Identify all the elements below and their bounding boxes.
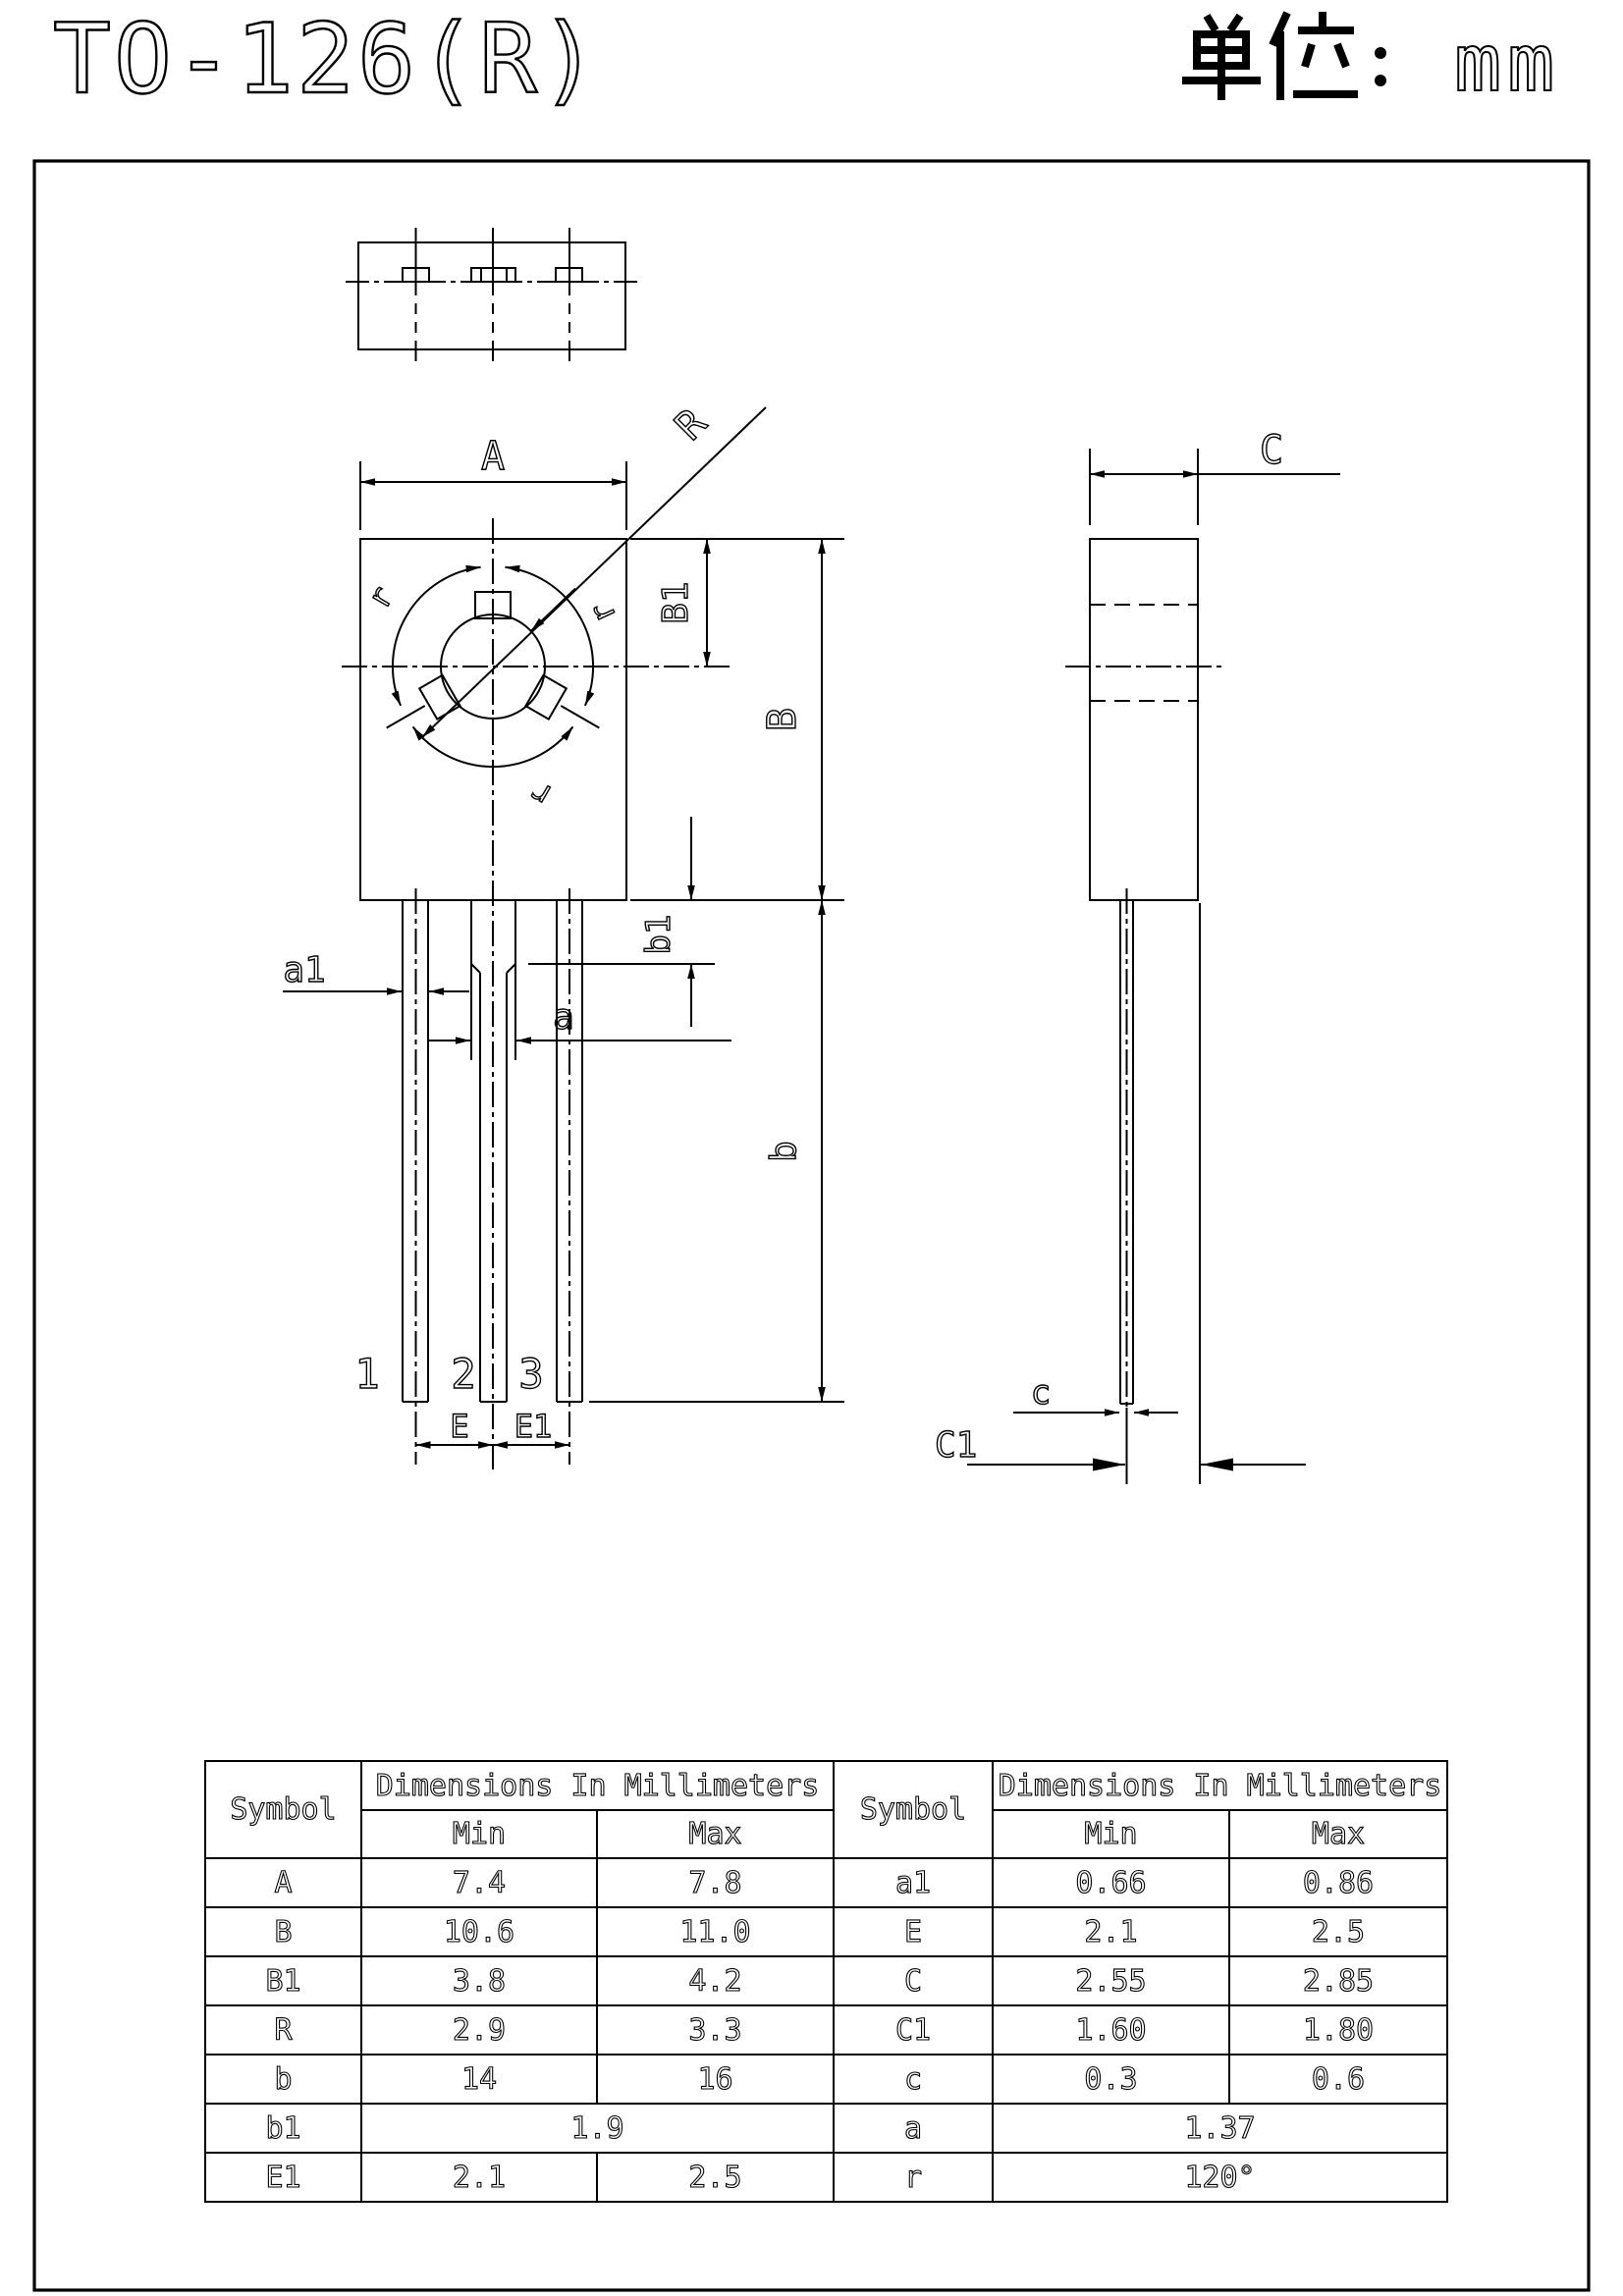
min-cell: 2.1 [993, 1907, 1229, 1956]
units-value-text: mm [1454, 18, 1561, 106]
max-cell: 2.5 [597, 2153, 834, 2202]
header-symbol-left: Symbol [205, 1761, 361, 1858]
label-pin-1: 1 [354, 1350, 380, 1398]
label-pin-3: 3 [518, 1350, 544, 1398]
table-row [205, 2055, 1447, 2104]
label-pin-2: 2 [451, 1350, 476, 1398]
max-cell: 2.85 [1229, 1956, 1447, 2005]
symbol-cell: a1 [834, 1858, 993, 1907]
label-A: A [480, 434, 506, 479]
front-view [342, 407, 766, 1472]
label-b: b [764, 1141, 804, 1162]
label-E1: E1 [514, 1408, 553, 1445]
symbol-cell: b1 [205, 2104, 361, 2153]
min-cell: 2.55 [993, 1956, 1229, 2005]
symbol-cell: c [834, 2055, 993, 2104]
symbol-cell: C1 [834, 2005, 993, 2055]
table-row [205, 1858, 1447, 1907]
pin-circle-arc-1 [505, 567, 593, 706]
symbol-cell: B1 [205, 1956, 361, 2005]
symbol-cell: R [205, 2005, 361, 2055]
min-cell: 10.6 [361, 1907, 597, 1956]
label-a1: a1 [283, 950, 326, 990]
dim-C-extensions [1090, 449, 1198, 525]
symbol-cell: A [205, 1858, 361, 1907]
table-header-row-2 [205, 1810, 1447, 1858]
min-cell: 0.66 [993, 1858, 1229, 1907]
label-C: C [1259, 428, 1284, 473]
table-row [205, 2153, 1447, 2202]
header-symbol-right: Symbol [834, 1761, 993, 1858]
pin-pad-lower-left [419, 675, 460, 720]
header-dims-right: Dimensions In Millimeters [993, 1761, 1447, 1810]
radius-line [422, 407, 766, 737]
max-cell: 2.5 [1229, 1907, 1447, 1956]
max-cell: 11.0 [597, 1907, 834, 1956]
symbol-cell: a [834, 2104, 993, 2153]
side-view [967, 449, 1340, 1484]
label-c: c [1030, 1373, 1052, 1413]
symbol-cell: E1 [205, 2153, 361, 2202]
max-cell: 3.3 [597, 2005, 834, 2055]
symbol-cell: r [834, 2153, 993, 2202]
table-row [205, 1956, 1447, 2005]
label-b1: b1 [639, 914, 678, 955]
angle-tick-left [387, 706, 425, 728]
label-r-right: r [581, 596, 624, 630]
front-view-dimensions [283, 461, 844, 1445]
label-E: E [450, 1408, 469, 1445]
page-title-text: TO-126(R) [53, 4, 602, 115]
min-cell: 1.60 [993, 2005, 1229, 2055]
table-header-row-1 [205, 1761, 1447, 1810]
header-dims-left: Dimensions In Millimeters [361, 1761, 834, 1810]
label-a: a [553, 997, 574, 1038]
symbol-cell: b [205, 2055, 361, 2104]
max-cell: 4.2 [597, 1956, 834, 2005]
top-view [346, 228, 640, 361]
header-max-right: Max [1229, 1810, 1447, 1858]
pin-pad-lower-right [525, 675, 566, 720]
max-cell: 0.86 [1229, 1858, 1447, 1907]
side-view-body [1090, 539, 1198, 900]
max-cell: 1.80 [1229, 2005, 1447, 2055]
span-cell: 1.37 [993, 2104, 1447, 2153]
min-cell: 2.9 [361, 2005, 597, 2055]
label-C1: C1 [935, 1425, 978, 1466]
angle-tick-right [561, 706, 599, 728]
min-cell: 3.8 [361, 1956, 597, 2005]
max-cell: 0.6 [1229, 2055, 1447, 2104]
label-B1: B1 [656, 581, 696, 624]
symbol-cell: C [834, 1956, 993, 2005]
min-cell: 0.3 [993, 2055, 1229, 2104]
radius-inner-arrow [531, 589, 575, 631]
min-cell: 7.4 [361, 1858, 597, 1907]
header-max-left: Max [597, 1810, 834, 1858]
min-cell: 14 [361, 2055, 597, 2104]
label-R: R [667, 400, 716, 450]
symbol-cell: E [834, 1907, 993, 1956]
max-cell: 7.8 [597, 1858, 834, 1907]
symbol-cell: B [205, 1907, 361, 1956]
pin-circle-arc-3 [393, 567, 481, 706]
header-min-left: Min [361, 1810, 597, 1858]
header-min-right: Min [993, 1810, 1229, 1858]
label-r-upper-left: r [359, 579, 402, 615]
table-row [205, 2005, 1447, 2055]
max-cell: 16 [597, 2055, 834, 2104]
span-cell: 120° [993, 2153, 1447, 2202]
min-cell: 2.1 [361, 2153, 597, 2202]
dimension-table [204, 1760, 1448, 2203]
span-cell: 1.9 [361, 2104, 834, 2153]
table-row [205, 1907, 1447, 1956]
label-B: B [760, 707, 805, 732]
table-row [205, 2104, 1447, 2153]
label-r-bottom: r [523, 774, 560, 816]
